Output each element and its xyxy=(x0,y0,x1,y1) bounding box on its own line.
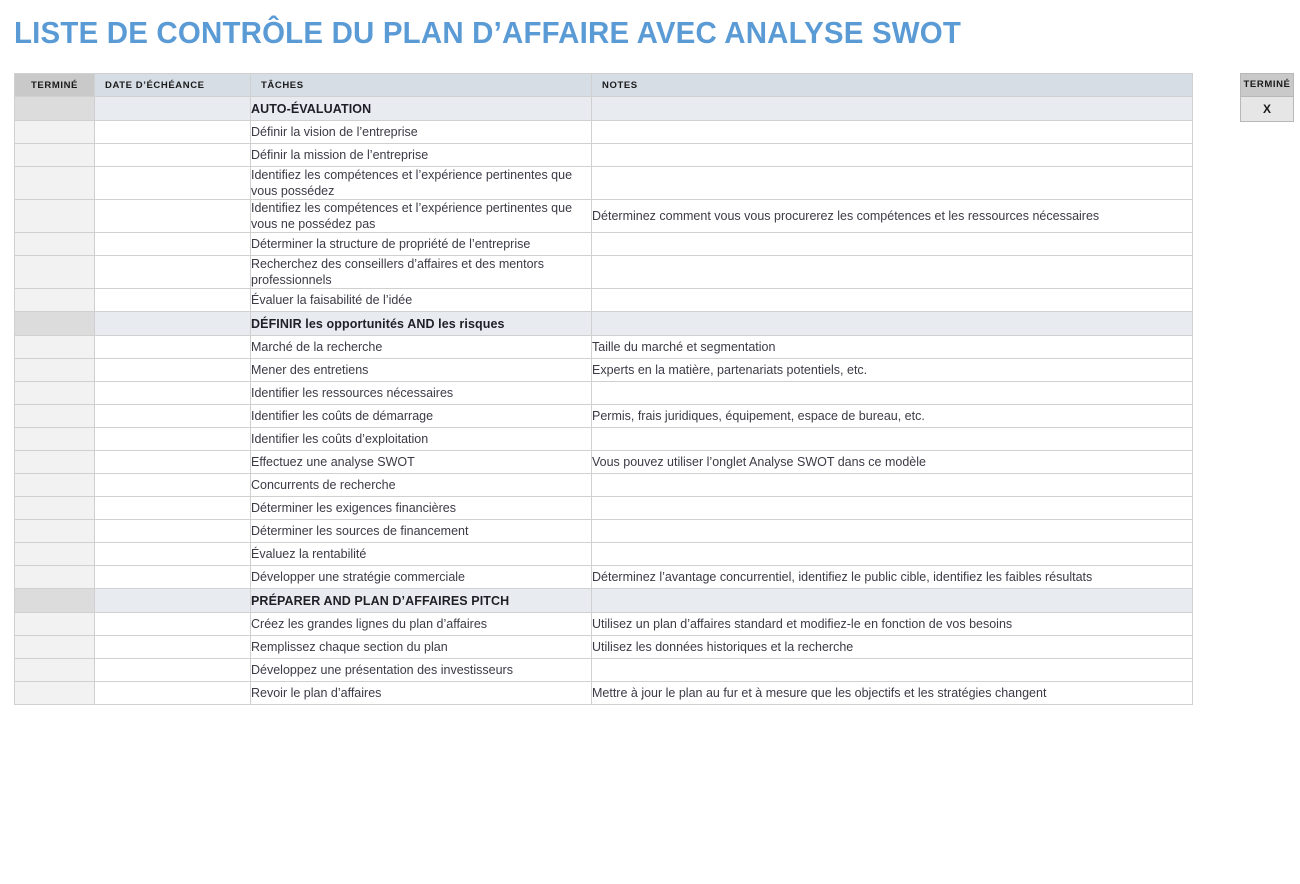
table-row xyxy=(15,543,1193,566)
table-row xyxy=(15,520,1193,543)
cell-done-checkbox[interactable] xyxy=(15,451,95,474)
cell-done-checkbox[interactable] xyxy=(15,543,95,566)
table-row xyxy=(15,256,1193,289)
table-row xyxy=(15,359,1193,382)
cell-section-title: DÉFINIR les opportunités AND les risques xyxy=(251,312,592,336)
cell-task[interactable]: Recherchez des conseillers d’affaires et des mentors professionnels xyxy=(251,256,592,289)
cell-notes[interactable] xyxy=(592,144,1193,167)
column-header-tasks-label: TÂCHES xyxy=(261,79,304,91)
section-header-row xyxy=(15,589,1193,613)
cell-due-date[interactable] xyxy=(95,497,251,520)
cell-done-checkbox[interactable] xyxy=(15,428,95,451)
column-header-done xyxy=(15,74,95,97)
table-row xyxy=(15,659,1193,682)
cell-task[interactable]: Déterminer la structure de propriété de l’entreprise xyxy=(251,233,592,256)
cell-task[interactable]: Définir la vision de l’entreprise xyxy=(251,121,592,144)
cell-done-checkbox[interactable] xyxy=(15,312,95,336)
cell-due-date[interactable] xyxy=(95,289,251,312)
cell-notes[interactable]: Mettre à jour le plan au fur et à mesure que les objectifs et les stratégies changent xyxy=(592,682,1193,705)
cell-task[interactable]: Identifier les coûts d’exploitation xyxy=(251,428,592,451)
cell-done-checkbox[interactable] xyxy=(15,289,95,312)
cell-done-checkbox[interactable] xyxy=(15,121,95,144)
cell-done-checkbox[interactable] xyxy=(15,256,95,289)
cell-notes[interactable] xyxy=(592,520,1193,543)
cell-notes[interactable]: Vous pouvez utiliser l’onglet Analyse SWOT dans ce modèle xyxy=(592,451,1193,474)
cell-due-date[interactable] xyxy=(95,359,251,382)
cell-task[interactable]: Marché de la recherche xyxy=(251,336,592,359)
section-header-row xyxy=(15,97,1193,121)
table-row xyxy=(15,382,1193,405)
cell-notes[interactable] xyxy=(592,474,1193,497)
cell-due-date[interactable] xyxy=(95,336,251,359)
cell-due-date[interactable] xyxy=(95,589,251,613)
legend-header-label: TERMINÉ xyxy=(1241,74,1293,97)
table-header xyxy=(15,74,1193,97)
table-header-row xyxy=(15,74,1193,97)
cell-done-checkbox[interactable] xyxy=(15,566,95,589)
cell-notes[interactable] xyxy=(592,428,1193,451)
cell-done-checkbox[interactable] xyxy=(15,97,95,121)
cell-notes[interactable]: Utilisez les données historiques et la recherche xyxy=(592,636,1193,659)
table-row xyxy=(15,336,1193,359)
cell-notes[interactable]: Déterminez comment vous vous procurerez les compétences et les ressources nécessaires xyxy=(592,200,1193,233)
column-header-done-label: TERMINÉ xyxy=(31,79,78,91)
column-header-tasks xyxy=(251,74,592,97)
cell-due-date[interactable] xyxy=(95,144,251,167)
cell-task[interactable]: Développez une présentation des investisseurs xyxy=(251,659,592,682)
column-header-notes-label: NOTES xyxy=(602,79,638,91)
cell-task[interactable]: Créez les grandes lignes du plan d’affaires xyxy=(251,613,592,636)
cell-notes[interactable] xyxy=(592,121,1193,144)
cell-due-date[interactable] xyxy=(95,613,251,636)
cell-done-checkbox[interactable] xyxy=(15,382,95,405)
cell-task[interactable]: Revoir le plan d’affaires xyxy=(251,682,592,705)
cell-task[interactable]: Définir la mission de l’entreprise xyxy=(251,144,592,167)
cell-due-date[interactable] xyxy=(95,636,251,659)
cell-notes[interactable] xyxy=(592,543,1193,566)
table-row xyxy=(15,428,1193,451)
cell-due-date[interactable] xyxy=(95,682,251,705)
cell-due-date[interactable] xyxy=(95,121,251,144)
cell-done-checkbox[interactable] xyxy=(15,144,95,167)
cell-notes[interactable] xyxy=(592,167,1193,200)
cell-task[interactable]: Identifier les coûts de démarrage xyxy=(251,405,592,428)
cell-notes[interactable]: Déterminez l’avantage concurrentiel, identifiez le public cible, identifiez les faibles résultats xyxy=(592,566,1193,589)
table-row xyxy=(15,613,1193,636)
cell-task[interactable]: Évaluer la faisabilité de l’idée xyxy=(251,289,592,312)
cell-task[interactable]: Développer une stratégie commerciale xyxy=(251,566,592,589)
cell-done-checkbox[interactable] xyxy=(15,336,95,359)
cell-due-date[interactable] xyxy=(95,200,251,233)
cell-task[interactable]: Remplissez chaque section du plan xyxy=(251,636,592,659)
cell-task[interactable]: Identifiez les compétences et l’expérience pertinentes que vous possédez xyxy=(251,167,592,200)
cell-notes[interactable]: Permis, frais juridiques, équipement, espace de bureau, etc. xyxy=(592,405,1193,428)
column-header-due-date-label: DATE D’ÉCHÉANCE xyxy=(105,79,205,91)
cell-notes[interactable] xyxy=(592,382,1193,405)
table-row xyxy=(15,566,1193,589)
cell-due-date[interactable] xyxy=(95,520,251,543)
table-row xyxy=(15,451,1193,474)
cell-notes[interactable]: Taille du marché et segmentation xyxy=(592,336,1193,359)
cell-task[interactable]: Identifier les ressources nécessaires xyxy=(251,382,592,405)
table-row xyxy=(15,167,1193,200)
table-row xyxy=(15,636,1193,659)
cell-due-date[interactable] xyxy=(95,428,251,451)
table-row xyxy=(15,497,1193,520)
cell-notes[interactable] xyxy=(592,497,1193,520)
cell-section-title: AUTO-ÉVALUATION xyxy=(251,97,592,121)
column-header-notes xyxy=(592,74,1193,97)
cell-notes[interactable]: Experts en la matière, partenariats potentiels, etc. xyxy=(592,359,1193,382)
cell-done-checkbox[interactable] xyxy=(15,233,95,256)
cell-done-checkbox[interactable] xyxy=(15,659,95,682)
cell-task[interactable]: Mener des entretiens xyxy=(251,359,592,382)
cell-done-checkbox[interactable] xyxy=(15,589,95,613)
cell-due-date[interactable] xyxy=(95,543,251,566)
cell-done-checkbox[interactable] xyxy=(15,520,95,543)
cell-done-checkbox[interactable] xyxy=(15,613,95,636)
cell-task[interactable]: Déterminer les sources de financement xyxy=(251,520,592,543)
cell-task[interactable]: Identifiez les compétences et l’expérience pertinentes que vous ne possédez pas xyxy=(251,200,592,233)
cell-task[interactable]: Concurrents de recherche xyxy=(251,474,592,497)
cell-due-date[interactable] xyxy=(95,566,251,589)
cell-section-title: PRÉPARER AND PLAN D’AFFAIRES PITCH xyxy=(251,589,592,613)
table-row xyxy=(15,289,1193,312)
cell-due-date[interactable] xyxy=(95,405,251,428)
cell-done-checkbox[interactable] xyxy=(15,200,95,233)
cell-notes[interactable] xyxy=(592,589,1193,613)
section-header-row xyxy=(15,312,1193,336)
table-row xyxy=(15,405,1193,428)
cell-task[interactable]: Effectuez une analyse SWOT xyxy=(251,451,592,474)
cell-notes[interactable] xyxy=(592,312,1193,336)
legend-mark-value[interactable]: X xyxy=(1241,97,1293,121)
cell-due-date[interactable] xyxy=(95,451,251,474)
table-row xyxy=(15,474,1193,497)
cell-due-date[interactable] xyxy=(95,312,251,336)
cell-due-date[interactable] xyxy=(95,382,251,405)
business-plan-checklist-table xyxy=(14,73,1193,705)
cell-done-checkbox[interactable] xyxy=(15,682,95,705)
table-row xyxy=(15,682,1193,705)
page-title: LISTE DE CONTRÔLE DU PLAN D’AFFAIRE AVEC ANALYSE SWOT xyxy=(14,15,962,50)
cell-notes[interactable] xyxy=(592,97,1193,121)
table-row xyxy=(15,121,1193,144)
cell-due-date[interactable] xyxy=(95,256,251,289)
cell-due-date[interactable] xyxy=(95,659,251,682)
column-header-due-date xyxy=(95,74,251,97)
cell-notes[interactable]: Utilisez un plan d’affaires standard et modifiez-le en fonction de vos besoins xyxy=(592,613,1193,636)
table-row xyxy=(15,200,1193,233)
table-row xyxy=(15,144,1193,167)
cell-done-checkbox[interactable] xyxy=(15,636,95,659)
cell-task[interactable]: Déterminer les exigences financières xyxy=(251,497,592,520)
completed-legend-box xyxy=(1240,73,1294,122)
cell-notes[interactable] xyxy=(592,256,1193,289)
cell-due-date[interactable] xyxy=(95,233,251,256)
cell-notes[interactable] xyxy=(592,659,1193,682)
cell-task[interactable]: Évaluez la rentabilité xyxy=(251,543,592,566)
cell-done-checkbox[interactable] xyxy=(15,359,95,382)
cell-due-date[interactable] xyxy=(95,97,251,121)
table-body xyxy=(15,97,1193,705)
table-row xyxy=(15,233,1193,256)
cell-done-checkbox[interactable] xyxy=(15,405,95,428)
cell-done-checkbox[interactable] xyxy=(15,167,95,200)
cell-notes[interactable] xyxy=(592,289,1193,312)
cell-done-checkbox[interactable] xyxy=(15,474,95,497)
cell-due-date[interactable] xyxy=(95,167,251,200)
cell-done-checkbox[interactable] xyxy=(15,497,95,520)
cell-notes[interactable] xyxy=(592,233,1193,256)
cell-due-date[interactable] xyxy=(95,474,251,497)
